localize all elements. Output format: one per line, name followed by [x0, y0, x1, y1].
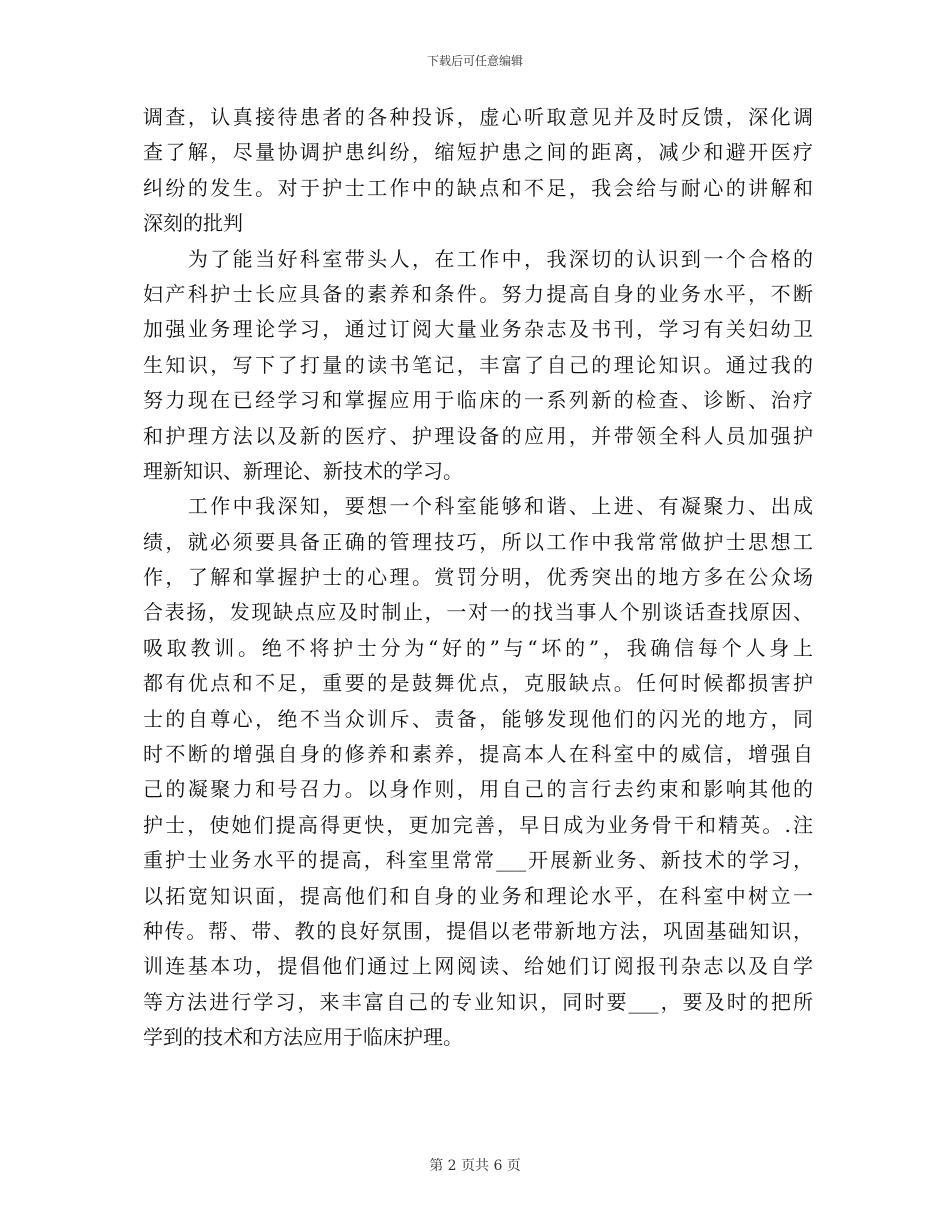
- body-text: [143, 100, 813, 1056]
- header-note: 下载后可任意编辑: [426, 54, 523, 68]
- text-line: 吸取教训。绝不将护士分为“好的”与“坏的”，我确信每个人身上: [143, 635, 813, 660]
- text-line: 努力现在已经学习和掌握应用于临床的一系列新的检查、诊断、治疗: [143, 388, 813, 413]
- text-line: 纠纷的发生。对于护士工作中的缺点和不足，我会给与耐心的讲解和: [143, 175, 813, 200]
- text-line: 训连基本功，提倡他们通过上网阅读、给她们订阅报刊杂志以及自学: [143, 954, 813, 979]
- text-line: 工作中我深知，要想一个科室能够和谐、上进、有凝聚力、出成: [143, 494, 813, 519]
- paragraph: [143, 489, 813, 1055]
- paragraph: [143, 100, 813, 242]
- text-line: 学到的技术和方法应用于临床护理。: [143, 1025, 463, 1050]
- text-line: 己的凝聚力和号召力。以身作则，用自己的言行去约束和影响其他的: [143, 777, 813, 802]
- text-line: 生知识，写下了打量的读书笔记，丰富了自己的理论知识。通过我的: [143, 352, 813, 377]
- text-line: 时不断的增强自身的修养和素养，提高本人在科室中的威信，增强自: [143, 742, 813, 767]
- text-line: 种传。帮、带、教的良好氛围，提倡以老带新地方法，巩固基础知识，: [143, 918, 813, 943]
- text-line: 都有优点和不足，重要的是鼓舞优点，克服缺点。任何时候都损害护: [143, 671, 813, 696]
- text-line: 深刻的批判: [143, 211, 243, 236]
- text-line: 理新知识、新理论、新技术的学习。: [143, 458, 463, 483]
- text-line: 绩，就必须要具备正确的管理技巧，所以工作中我常常做护士思想工: [143, 529, 813, 554]
- text-line: 以拓宽知识面，提高他们和自身的业务和理论水平，在科室中树立一: [143, 883, 813, 908]
- page-number: 第 2 页共 6 页: [429, 1158, 521, 1174]
- text-line: 护士，使她们提高得更快，更加完善，早日成为业务骨干和精英。.注: [143, 812, 813, 837]
- text-line: 合表扬，发现缺点应及时制止，一对一的找当事人个别谈话查找原因、: [143, 600, 813, 625]
- text-line: 作，了解和掌握护士的心理。赏罚分明，优秀突出的地方多在公众场: [143, 565, 813, 590]
- text-line: 妇产科护士长应具备的素养和条件。努力提高自身的业务水平，不断: [143, 281, 813, 306]
- text-line: 查了解，尽量协调护患纠纷，缩短护患之间的距离，减少和避开医疗: [143, 140, 813, 165]
- text-line: 和护理方法以及新的医疗、护理设备的应用，并带领全科人员加强护: [143, 423, 813, 448]
- text-line: 士的自尊心，绝不当众训斥、责备，能够发现他们的闪光的地方，同: [143, 706, 813, 731]
- text-line: 等方法进行学习，来丰富自己的专业知识，同时要___，要及时的把所: [143, 989, 813, 1014]
- text-line: 重护士业务水平的提高，科室里常常___开展新业务、新技术的学习，: [143, 848, 813, 873]
- paragraph: [143, 242, 813, 490]
- text-line: 加强业务理论学习，通过订阅大量业务杂志及书刊，学习有关妇幼卫: [143, 317, 813, 342]
- text-line: 为了能当好科室带头人，在工作中，我深切的认识到一个合格的: [143, 246, 813, 271]
- text-line: 调查，认真接待患者的各种投诉，虚心听取意见并及时反馈，深化调: [143, 105, 813, 129]
